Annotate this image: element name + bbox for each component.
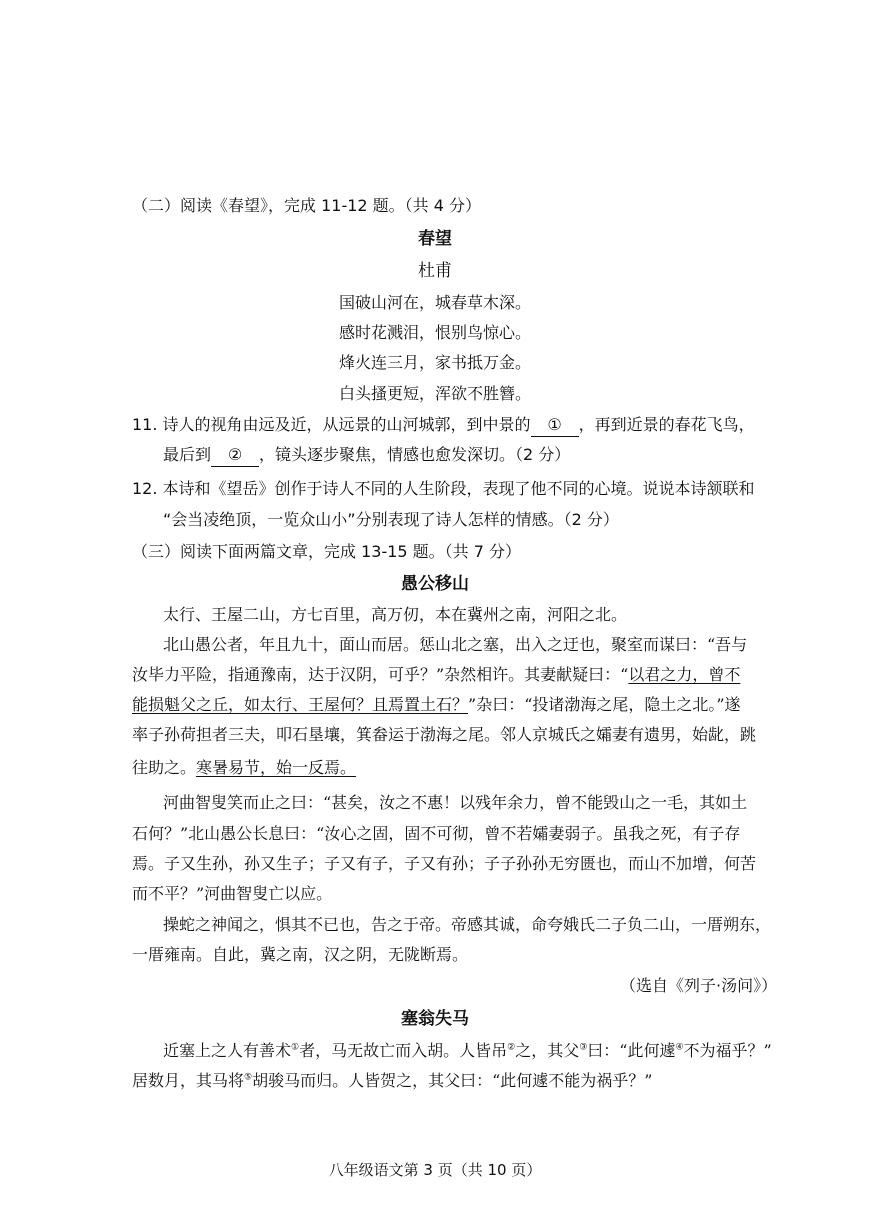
poem-line-2: 感时花溅泪，恨别鸟惊心。 [338,323,531,342]
text-1-p3-line-3: 焉。子又生孙，孙又生子；子又有子，子又有孙；子子孙孙无穷匮也，而山不加增，何苦 [132,854,757,873]
text-1-p2-line-3 [132,694,741,716]
question-11-line-1 [132,414,755,437]
page-footer: 八年级语文第 3 页（共 10 页） [328,1161,542,1179]
text-segment: 之，其父 [515,1041,580,1060]
text-1-p3-line-4: 而不平？”河曲智叟亡以应。 [132,884,333,903]
answer-blank-1: ① [531,414,579,437]
question-number: 12. [132,479,158,498]
question-text: 最后到 [163,445,212,464]
underlined-sentence: 寒暑易节，始一反焉。 [196,758,357,777]
question-text: 本诗和《望岳》创作于诗人不同的人生阶段，表现了他不同的心境。说说本诗颔联和 [162,479,755,498]
text-segment: 曰：“此何遽 [587,1041,676,1060]
question-text: ，再到近景的春花飞鸟， [578,415,755,434]
question-number: 11. [132,415,158,434]
poem-author: 杜甫 [418,261,452,281]
underlined-sentence: 以君之力，曾不 [628,665,741,684]
answer-blank-2: ② [211,444,259,467]
text-2-line-1 [163,1040,772,1062]
text-1-p4-line-2: 一厝雍南。自此，冀之南，汉之阴，无陇断焉。 [132,945,469,964]
text-1-p4-line-1: 操蛇之神闻之，惧其不已也，告之于帝。帝感其诚，命夸娥氏二子负二山，一厝朔东， [163,915,772,934]
question-11-line-2 [163,444,570,467]
text-1-p2-line-1: 北山愚公者，年且九十，面山而居。惩山北之塞，出入之迂也，聚室而谋曰：“吾与 [163,635,748,654]
text-1-p2-line-5 [132,757,356,779]
poem-line-4: 白头搔更短，浑欲不胜簪。 [338,384,531,403]
text-segment: 胡骏马而归。人皆贺之，其父曰：“此何遽不能为祸乎？” [252,1071,653,1090]
section-3-header: （三）阅读下面两篇文章，完成 13-15 题。（共 7 分） [132,542,522,561]
poem-line-1: 国破山河在，城春草木深。 [338,293,531,312]
text-1-title: 愚公移山 [401,574,469,594]
poem-title: 春望 [418,229,452,249]
question-text: ，镜头逐步聚焦，情感也愈发深切。（2 分） [259,445,571,464]
footnote-marker: ③ [579,1042,588,1053]
footnote-marker: ④ [675,1042,684,1053]
text-2-line-2 [132,1070,652,1092]
question-text: 诗人的视角由远及近，从远景的山河城郭，到中景的 [162,415,531,434]
footnote-marker: ⑤ [244,1072,253,1083]
text-segment: ”杂曰：“投诸渤海之尾，隐土之北。”遂 [468,695,741,714]
text-segment: 不为福乎？” [683,1041,772,1060]
question-12-line-2: “会当凌绝顶，一览众山小”分别表现了诗人怎样的情感。（2 分） [163,510,619,529]
text-1-p3-line-1: 河曲智叟笑而止之曰：“甚矣，汝之不惠！以残年余力，曾不能毁山之一毛，其如土 [163,793,748,812]
footnote-marker: ① [291,1042,300,1053]
section-2-header: （二）阅读《春望》，完成 11-12 题。（共 4 分） [132,196,482,215]
text-1-paragraph-1: 太行、王屋二山，方七百里，高万仞，本在冀州之南，河阳之北。 [163,605,628,624]
text-segment: 往助之。 [132,758,197,777]
text-1-p2-line-2 [132,664,740,686]
underlined-sentence: 能损魁父之丘，如太行、王屋何？且焉置土石？ [132,695,469,714]
text-segment: 者，马无故亡而入胡。人皆吊 [299,1041,508,1060]
text-1-p2-line-4: 率子孙荷担者三夫，叩石垦壤，箕畚运于渤海之尾。邻人京城氏之孀妻有遗男，始龀，跳 [132,725,757,744]
text-1-p3-line-2: 石何？”北山愚公长息曰：“汝心之固，固不可彻，曾不若孀妻弱子。虽我之死，有子存 [132,824,741,843]
text-segment: 居数月，其马将 [132,1071,245,1090]
text-segment: 近塞上之人有善术 [163,1041,292,1060]
poem-line-3: 烽火连三月，家书抵万金。 [338,353,531,372]
text-segment: 汝毕力平险，指通豫南，达于汉阴，可乎？”杂然相许。其妻献疑曰：“ [132,665,629,684]
footnote-marker: ② [507,1042,516,1053]
text-2-title: 塞翁失马 [401,1009,469,1029]
text-1-source: （选自《列子·汤问》） [620,976,778,995]
question-12-line-1 [132,478,755,500]
